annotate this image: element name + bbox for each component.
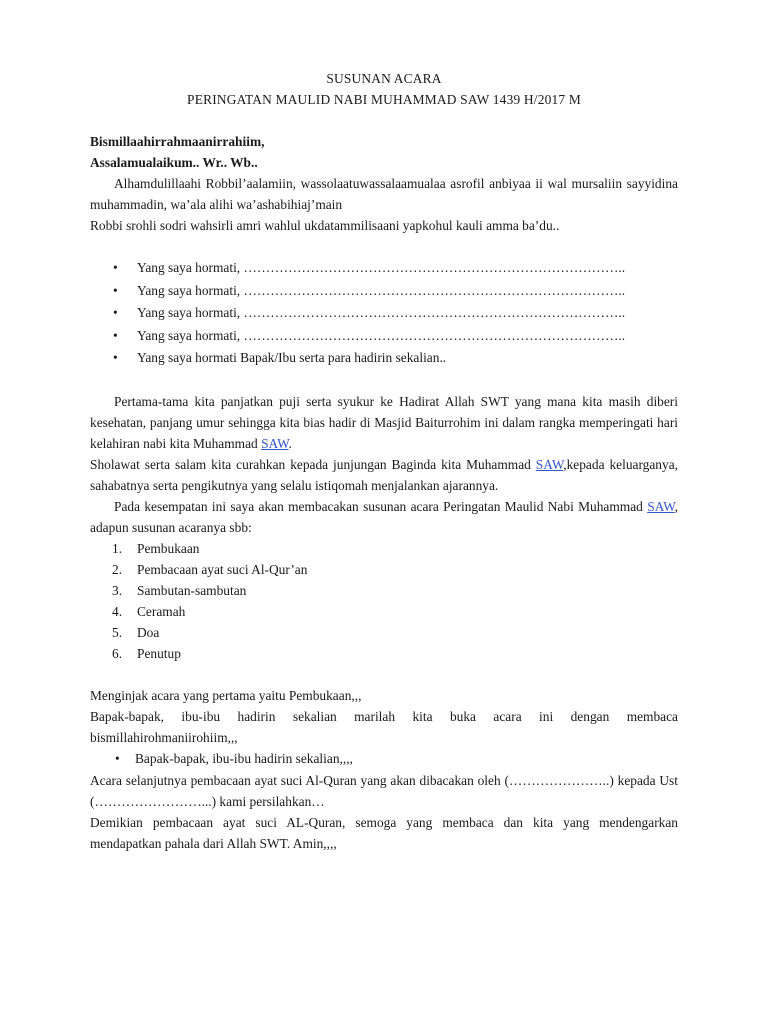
bullet-icon: • <box>113 260 118 275</box>
agenda-label: Doa <box>137 624 160 640</box>
agenda-intro-paragraph: Pada kesempatan ini saya akan membacakan susunan acara Peringatan Maulid Nabi Muhammad SAW, adapun susunan acaranya sbb: <box>90 498 678 535</box>
list-item <box>90 559 678 580</box>
greeting-text: Yang saya hormati, ………………………………………………………………………….. <box>137 305 626 320</box>
bullet-icon: • <box>113 282 118 298</box>
quran-closing: Demikian pembacaan ayat suci AL-Quran, semoga yang membaca dan kita yang mendengarkan mendapatkan pahala dari Allah SWT. Amin,,,, <box>90 815 678 851</box>
title-line-1: SUSUNAN ACARA <box>326 71 442 86</box>
bullet-icon: • <box>113 305 118 320</box>
greeting-text: Yang saya hormati, ………………………………………………………………………….. <box>137 260 626 275</box>
greeting-text: Yang saya hormati, ………………………………………………………………………….. <box>137 327 626 343</box>
agenda-label: Pembukaan <box>137 540 200 556</box>
bullet-icon: • <box>113 350 118 365</box>
closing-bullet-text: Bapak-bapak, ibu-ibu hadirin sekalian,,,, <box>135 750 353 766</box>
saw-link[interactable]: SAW <box>647 498 675 514</box>
spacer <box>90 370 678 391</box>
salam-text: Assalamualaikum.. Wr.. Wb.. <box>90 155 258 170</box>
agenda-number: 1. <box>112 540 123 556</box>
greeting-text: Yang saya hormati Bapak/Ibu serta para hadirin sekalian.. <box>137 350 447 365</box>
list-item <box>90 280 678 303</box>
agenda-number: 3. <box>112 582 123 598</box>
closing-bullet-list <box>90 748 678 771</box>
spacer <box>90 110 678 131</box>
quran-announcement: Acara selanjutnya pembacaan ayat suci Al-Quran yang akan dibacakan oleh (…………………..) kepada Ust (……………………...) kami persilahkan… <box>90 773 678 809</box>
agenda-number: 2. <box>112 561 123 577</box>
greetings-list <box>90 257 678 370</box>
list-item <box>90 622 678 643</box>
list-item <box>90 347 678 370</box>
list-item <box>90 325 678 348</box>
list-item <box>90 538 678 559</box>
opening-announcement: Menginjak acara yang pertama yaitu Pembukaan,,, <box>90 687 362 703</box>
title-line-2: PERINGATAN MAULID NABI MUHAMMAD SAW 1439 H/2017 M <box>187 92 581 107</box>
agenda-label: Ceramah <box>137 603 186 619</box>
greeting-text: Yang saya hormati, ………………………………………………………………………….. <box>137 282 626 298</box>
list-item <box>90 302 678 325</box>
list-item <box>90 257 678 280</box>
agenda-list <box>90 538 678 664</box>
basmalah-text: Bismillaahirrahmaanirrahiim, <box>90 134 265 149</box>
spacer <box>90 236 678 257</box>
agenda-number: 5. <box>112 624 123 640</box>
agenda-label: Sambutan-sambutan <box>137 582 247 598</box>
saw-link[interactable]: SAW <box>261 435 289 451</box>
saw-link[interactable]: SAW <box>535 456 564 472</box>
bullet-icon: • <box>113 327 118 343</box>
list-item <box>90 580 678 601</box>
bismillah-invitation: Bapak-bapak, ibu-ibu hadirin sekalian marilah kita buka acara ini dengan membaca bismillahirohmaniirohiim,,, <box>90 708 678 745</box>
list-item <box>90 601 678 622</box>
praise-paragraph: Pertama-tama kita panjatkan puji serta syukur ke Hadirat Allah SWT yang mana kita masih diberi kesehatan, panjang umur sehingga kita bias hadir di Masjid Baiturrohim ini dalam rangka memperingati hari kelahiran nabi kita Muhammad SAW. <box>90 393 678 451</box>
list-item <box>90 748 678 771</box>
sholawat-paragraph: Sholawat serta salam kita curahkan kepada junjungan Baginda kita Muhammad SAW,kepada keluarganya, sahabatnya serta pengikutnya yang selalu istiqomah menjalankan ajarannya. <box>90 456 678 493</box>
document-page <box>90 68 678 854</box>
agenda-label: Penutup <box>137 645 181 661</box>
spacer <box>90 664 678 685</box>
agenda-number: 6. <box>112 645 123 661</box>
hamdalah-paragraph: Alhamdulillaahi Robbil’aalamiin, wassolaatuwassalaamualaa asrofil anbiyaa ii wal mursaliin sayyidina muhammadin, wa’ala alihi wa’ashabihiaj’main <box>90 176 678 212</box>
bullet-icon: • <box>115 750 120 766</box>
agenda-number: 4. <box>112 603 123 619</box>
robbi-paragraph: Robbi srohli sodri wahsirli amri wahlul ukdatammilisaani yapkohul kauli amma ba’du.. <box>90 218 560 233</box>
list-item <box>90 643 678 664</box>
agenda-label: Pembacaan ayat suci Al-Qur’an <box>137 561 308 577</box>
